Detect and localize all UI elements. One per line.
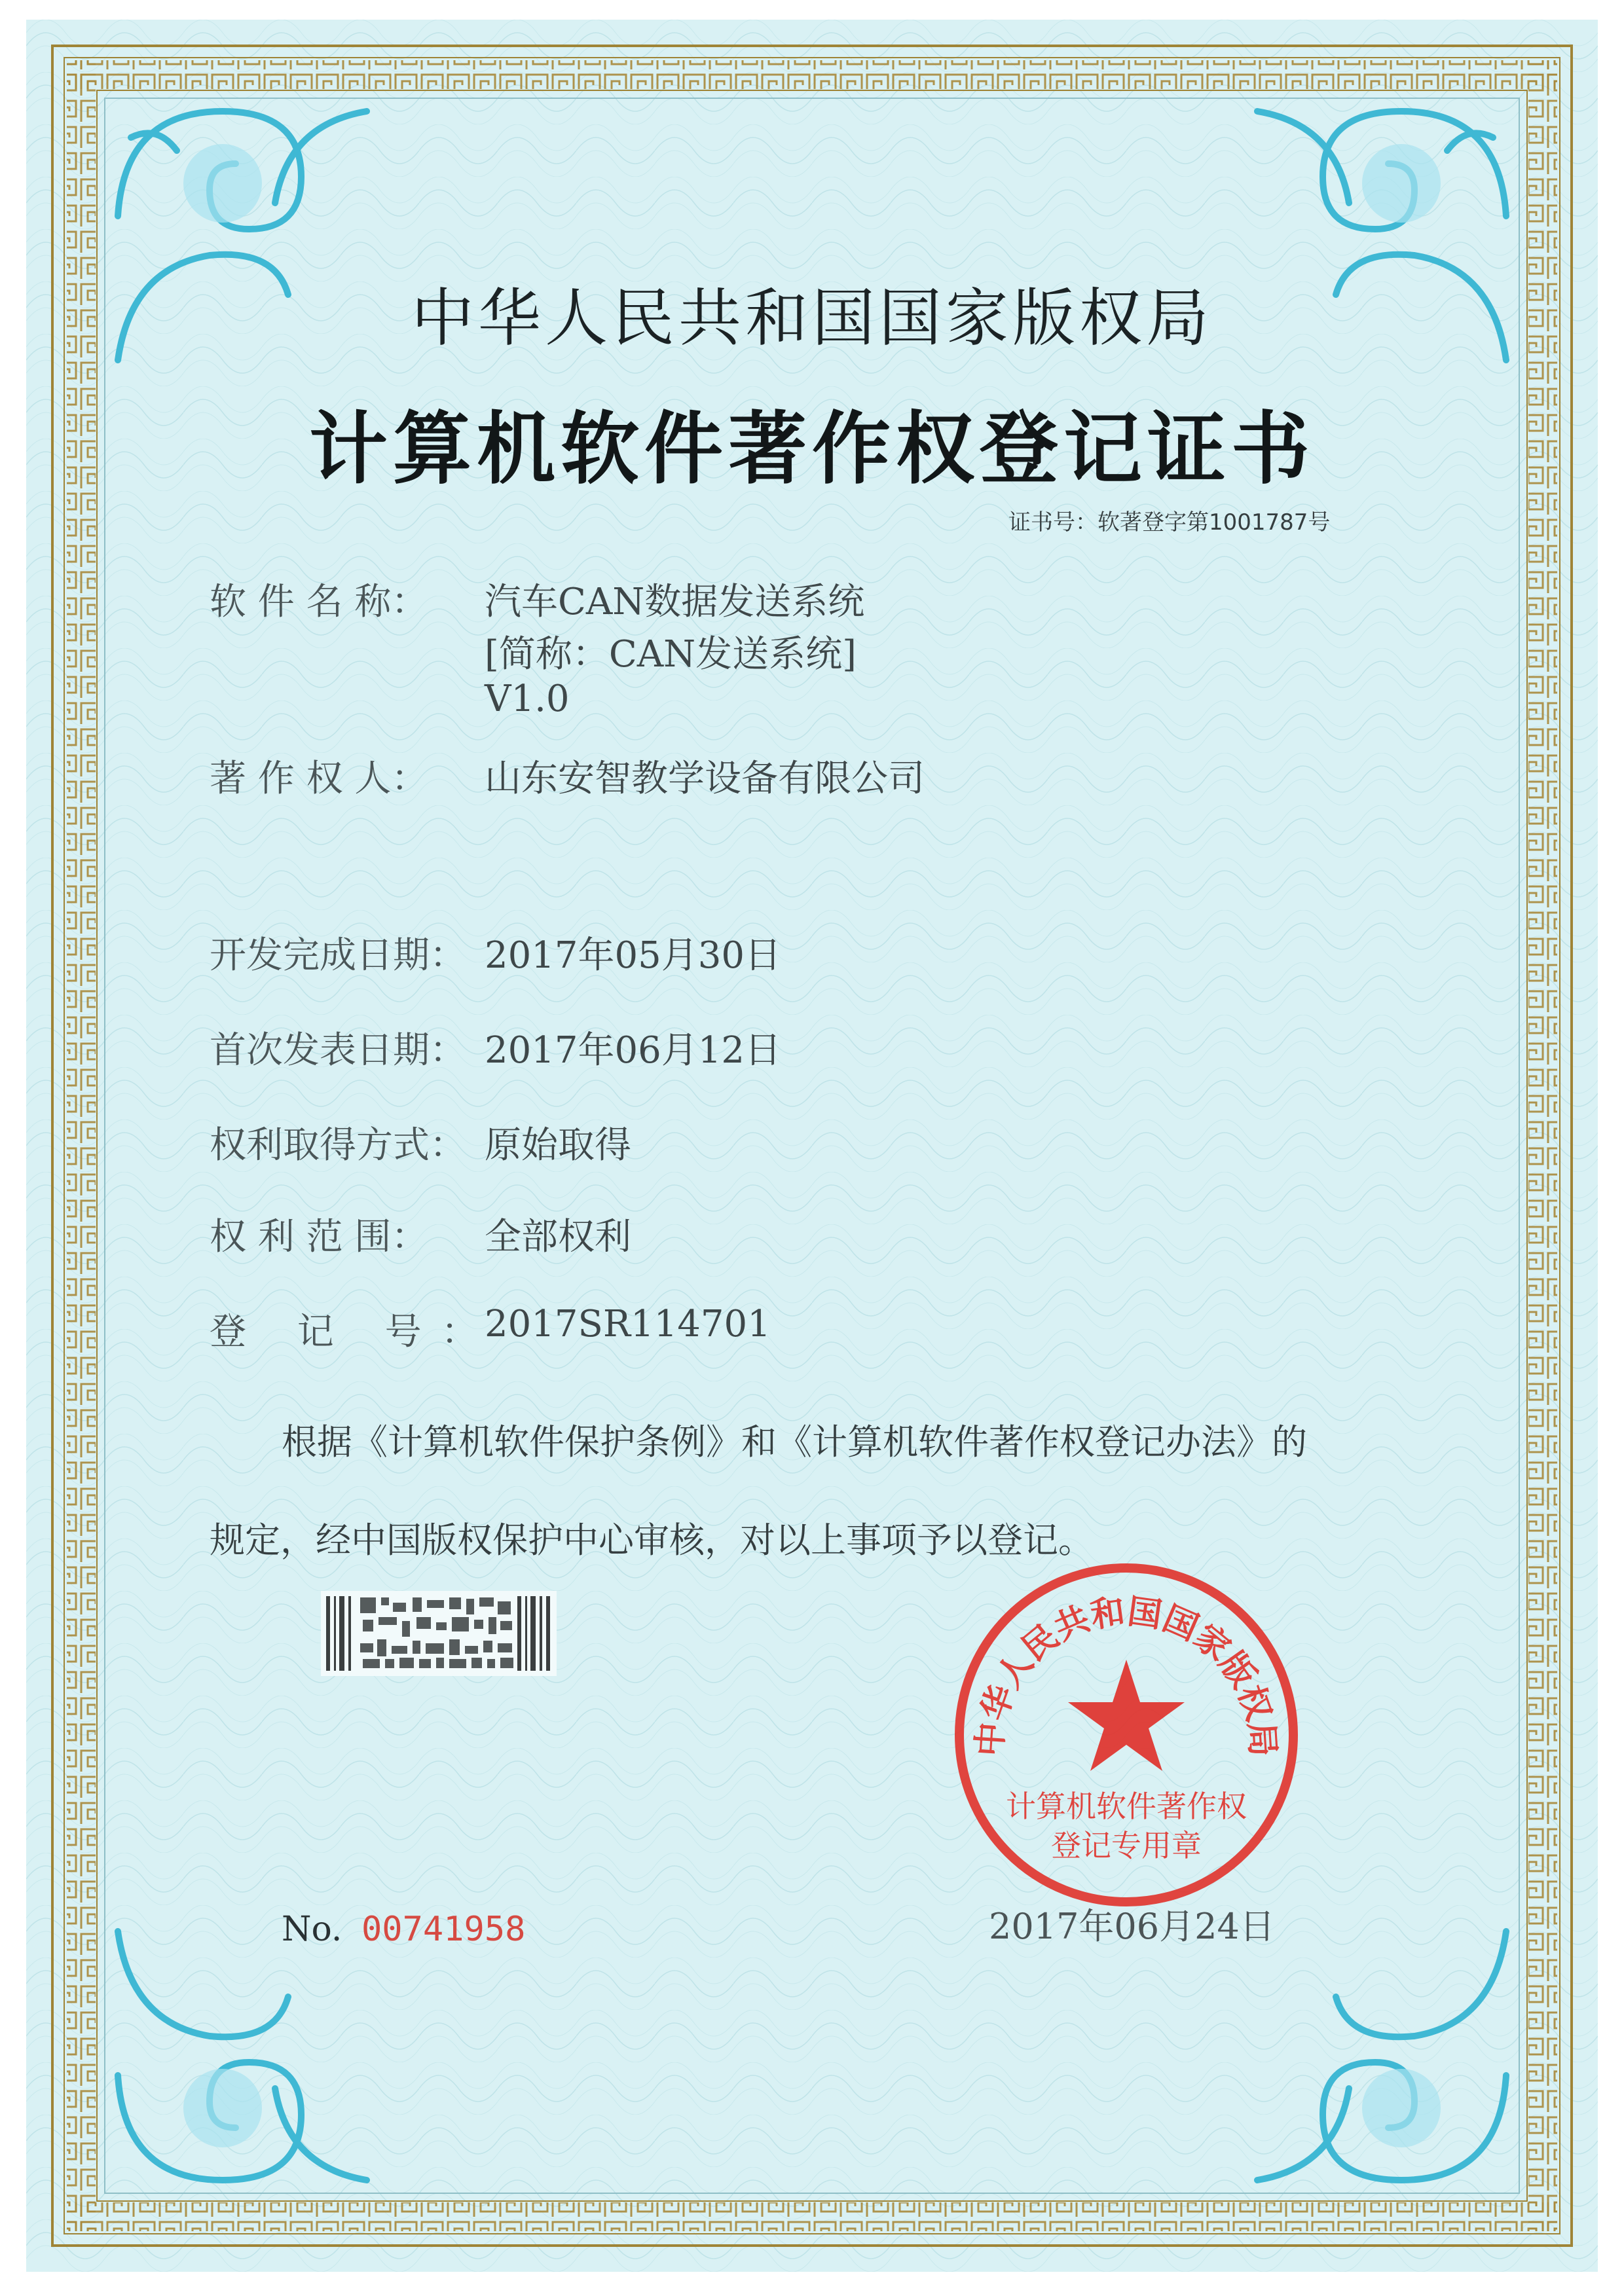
field-value-publish-date: 2017年06月12日 [485,1029,782,1072]
certificate-number: 证书号：软著登字第1001787号 [1008,509,1331,536]
field-label-scope: 权 利 范 围： [210,1216,428,1258]
certificate-title: 计算机软件著作权登记证书 [309,403,1315,495]
seal-ring-text: 中华人民共和国国家版权局 [969,1591,1283,1758]
seal-star-icon [1068,1660,1185,1771]
field-value-short-name: [简称：CAN发送系统] [485,633,857,676]
field-value-software-name: 汽车CAN数据发送系统 [485,581,865,623]
issue-date: 2017年06月24日 [989,1906,1275,1947]
field-value-version: V1.0 [485,678,570,720]
issuing-authority: 中华人民共和国国家版权局 [411,282,1213,355]
barcode-icon [321,1591,557,1676]
statement-line-2: 规定，经中国版权保护中心审核，对以上事项予以登记。 [210,1520,1094,1561]
field-value-registration-no: 2017SR114701 [485,1303,771,1345]
official-seal [943,1552,1310,1918]
serial-number-label: No. [282,1910,342,1949]
field-label-acquisition: 权利取得方式： [210,1124,466,1167]
field-value-completion-date: 2017年05月30日 [485,934,782,977]
field-value-scope: 全部权利 [485,1216,631,1258]
field-value-owner: 山东安智教学设备有限公司 [485,757,925,800]
field-label-completion-date: 开发完成日期： [210,934,466,977]
statement-line-1: 根据《计算机软件保护条例》和《计算机软件著作权登记办法》的 [282,1421,1307,1463]
field-value-acquisition: 原始取得 [485,1124,631,1167]
seal-line-2: 登记专用章 [1051,1828,1202,1863]
serial-number-value: 00741958 [361,1910,526,1949]
certificate [26,20,1598,2272]
field-label-publish-date: 首次发表日期： [210,1029,466,1072]
field-label-registration-no: 登 记 号： [210,1311,498,1353]
field-label-owner: 著 作 权 人： [210,757,428,800]
field-label-software-name: 软 件 名 称： [210,581,428,623]
seal-line-1: 计算机软件著作权 [1006,1789,1247,1824]
